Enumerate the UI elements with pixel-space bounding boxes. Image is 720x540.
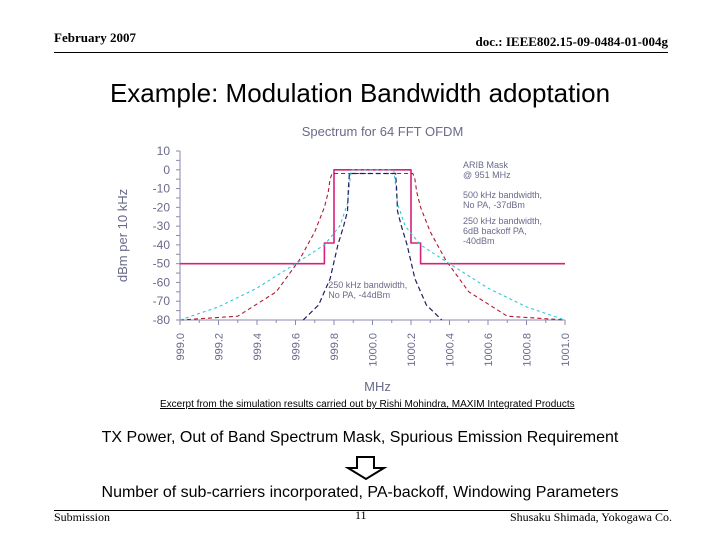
x-tick-label: 1000.2	[406, 333, 418, 367]
y-tick-label: -10	[152, 181, 170, 196]
y-tick-label: -30	[152, 219, 170, 234]
y-tick-label: -70	[152, 294, 170, 309]
footer-submission: Submission	[54, 510, 111, 524]
page-number: 11	[355, 508, 367, 522]
y-tick-label: 0	[163, 162, 170, 177]
y-tick-label: -50	[152, 256, 170, 271]
y-tick-label: -80	[152, 313, 170, 327]
slide-title: Example: Modulation Bandwidth adoptation	[109, 78, 611, 108]
x-tick-label: 1000.4	[444, 333, 457, 367]
y-tick-label: -60	[152, 275, 170, 290]
y-tick-label: -40	[152, 237, 170, 252]
annotation-4: 250 kHz bandwidth, No PA, -44dBm	[328, 280, 408, 301]
y-tick-label: -20	[152, 200, 170, 215]
x-tick-label: 1000.0	[367, 333, 380, 367]
header-doc-id: doc.: IEEE802.15-09-0484-01-004g	[475, 34, 668, 49]
x-tick-label: 999.0	[175, 333, 187, 361]
x-tick-label: 999.2	[213, 333, 226, 361]
x-tick-label: 999.6	[290, 333, 303, 361]
chart-title: Spectrum for 64 FFT OFDM	[301, 124, 464, 139]
y-axis-label: dBm per 10 kHz	[115, 188, 130, 283]
requirements-text: TX Power, Out of Band Spectrum Mask, Spurious Emission Requirement	[101, 429, 619, 446]
annotation-3: 250 kHz bandwidth, 6dB backoff PA, -40dBm	[462, 216, 543, 247]
header-date: February 2007	[54, 30, 136, 45]
parameters-text: Number of sub-carriers incorporated, PA-backoff, Windowing Parameters	[101, 484, 619, 501]
x-axis-label: MHz	[364, 379, 391, 394]
x-tick-label: 1000.8	[521, 333, 534, 367]
footer-author: Shusaku Shimada, Yokogawa Co.	[509, 510, 672, 524]
x-tick-label: 1001.0	[560, 333, 572, 367]
x-tick-label: 999.8	[329, 333, 341, 361]
annotation-2: 500 kHz bandwidth, No PA, -37dBm	[462, 189, 543, 210]
x-tick-label: 999.4	[252, 333, 264, 361]
y-tick-label: 10	[156, 144, 170, 158]
x-tick-label: 1000.6	[483, 333, 495, 367]
annotation-1: ARIB Mask @ 951 MHz	[462, 159, 511, 180]
figure-caption: Excerpt from the simulation results carried out by Rishi Mohindra, MAXIM Integrated Products	[160, 399, 575, 410]
